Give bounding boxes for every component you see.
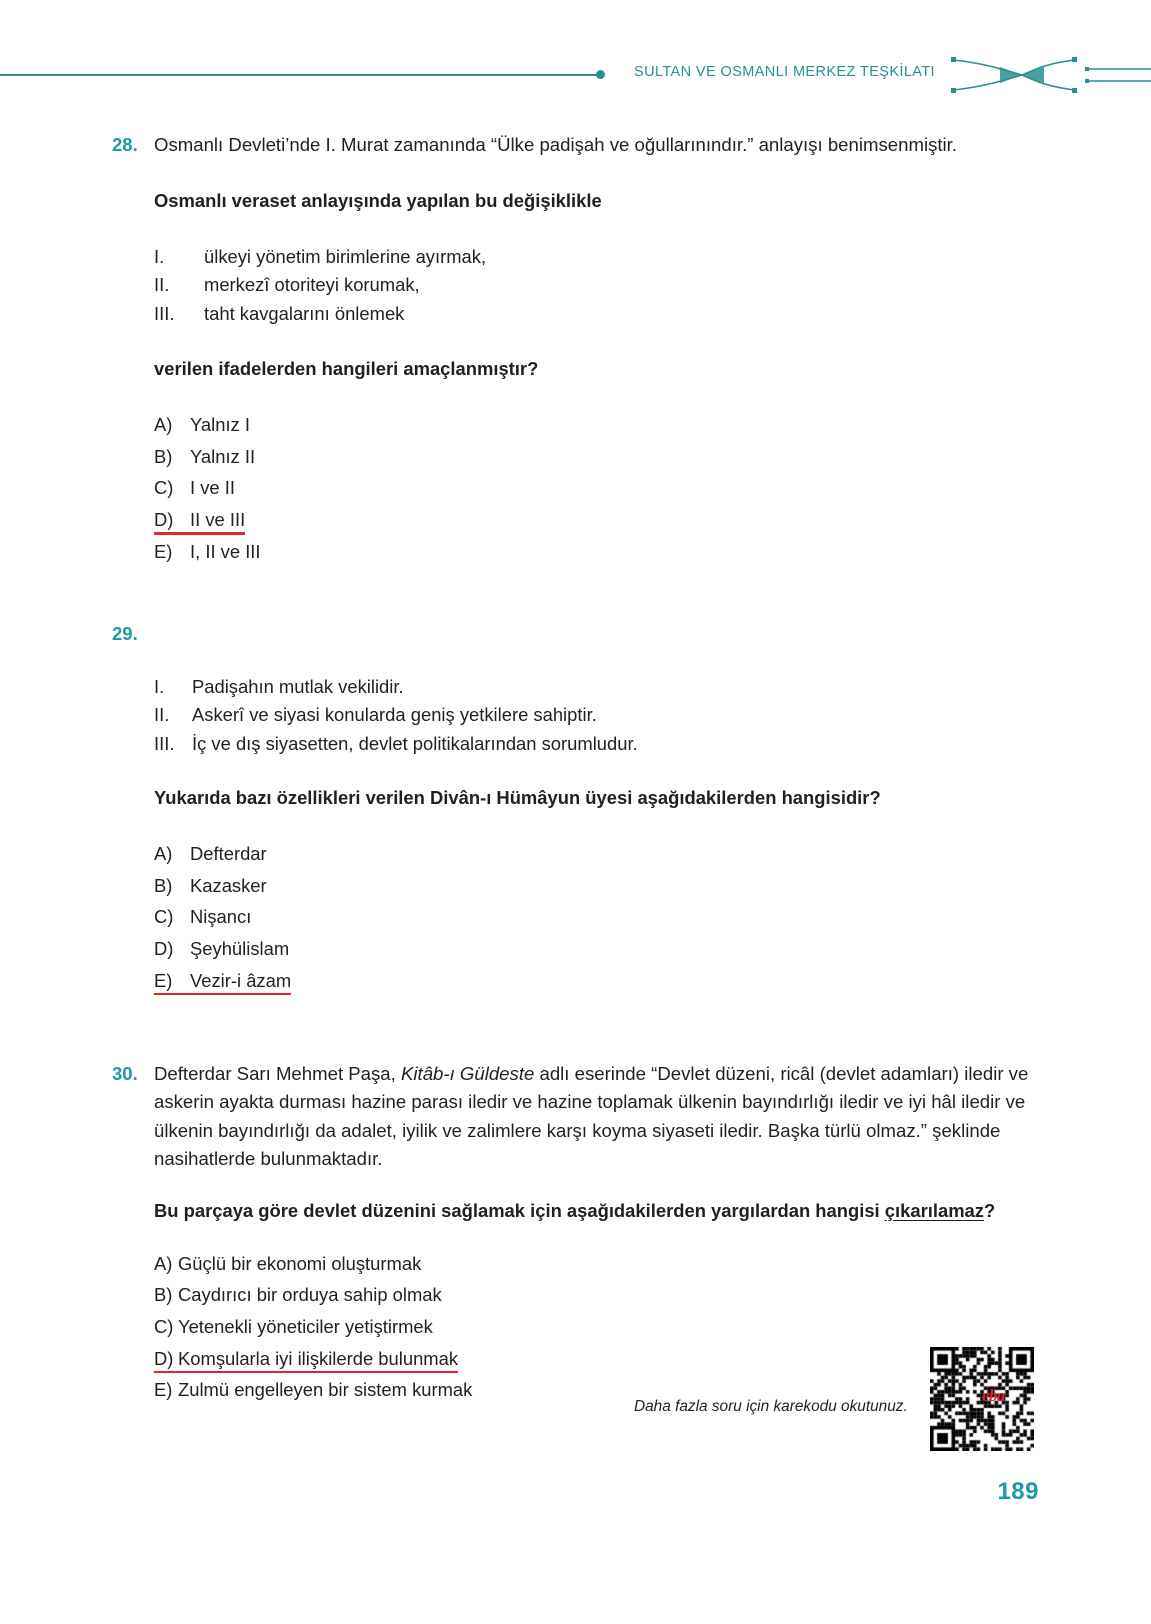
question-28-header xyxy=(112,131,1042,159)
option-c-text: Yetenekli yöneticiler yetiştirmek xyxy=(178,1315,433,1337)
option-e-text: I, II ve III xyxy=(190,540,261,562)
option-d-text: Şeyhülislam xyxy=(190,937,290,959)
option-b-text: Kazasker xyxy=(190,874,267,896)
roman-item-label: III. xyxy=(154,302,175,324)
question-30-stem-title: Kitâb-ı Güldeste xyxy=(401,1063,535,1084)
question-30 xyxy=(112,1060,1042,1406)
question-28 xyxy=(112,131,1042,567)
running-head-title: SULTAN VE OSMANLI MERKEZ TEŞKİLATI xyxy=(634,64,935,80)
question-28-roman-list xyxy=(154,243,1042,329)
question-29-header xyxy=(112,620,1042,648)
option-c[interactable] xyxy=(154,901,251,933)
question-30-prompt-tail: ? xyxy=(983,1200,996,1221)
option-c-letter: C) xyxy=(154,906,174,928)
roman-item xyxy=(154,730,1042,759)
option-c[interactable] xyxy=(154,1311,433,1343)
roman-item xyxy=(154,271,1042,300)
option-d[interactable] xyxy=(154,1343,458,1375)
roman-item-label: I. xyxy=(154,245,165,267)
option-a-letter: A) xyxy=(154,1252,173,1274)
option-d-text: Komşularla iyi ilişkilerde bulunmak xyxy=(178,1347,459,1369)
option-b-letter: B) xyxy=(154,874,173,896)
roman-item-text: merkezî otoriteyi korumak, xyxy=(204,274,420,296)
option-a-text: Güçlü bir ekonomi oluşturmak xyxy=(178,1252,422,1274)
question-28-body xyxy=(154,187,1042,567)
question-30-prompt-line1: Bu parçaya göre devlet düzenini sağlamak için aşağıdakilerden yargılardan hangisi xyxy=(154,1200,880,1221)
question-30-body xyxy=(154,1197,1042,1406)
question-28-prompt-bottom: verilen ifadelerden hangileri amaçlanmıştır? xyxy=(154,358,539,380)
question-28-number: 28. xyxy=(112,134,138,155)
question-30-prompt-keyword: çıkarılamaz xyxy=(884,1200,984,1221)
option-a-text: Defterdar xyxy=(190,842,267,864)
option-d[interactable] xyxy=(154,504,245,536)
option-e[interactable] xyxy=(154,536,261,568)
question-30-number: 30. xyxy=(112,1063,138,1084)
header-rule xyxy=(0,74,600,76)
option-a[interactable] xyxy=(154,838,267,870)
option-c-text: Nişancı xyxy=(190,906,252,928)
option-e[interactable] xyxy=(154,1374,472,1406)
option-b[interactable] xyxy=(154,441,255,473)
question-30-header xyxy=(112,1060,1042,1173)
option-c[interactable] xyxy=(154,472,235,504)
eba-logo: eba xyxy=(982,1386,1006,1405)
option-d[interactable] xyxy=(154,933,289,965)
option-a[interactable] xyxy=(154,1248,421,1280)
roman-item-text: İç ve dış siyasetten, devlet politikalarından sorumludur. xyxy=(192,732,638,754)
question-29-roman-list xyxy=(154,673,1042,759)
question-29 xyxy=(112,620,1042,996)
question-28-prompt-top: Osmanlı veraset anlayışında yapılan bu değişiklikle xyxy=(154,190,602,212)
option-e[interactable] xyxy=(154,965,291,997)
question-29-body xyxy=(154,673,1042,996)
roman-item-label: II. xyxy=(154,704,170,726)
qr-instruction-text: Daha fazla soru için karekodu okutunuz. xyxy=(634,1398,908,1415)
roman-item xyxy=(154,701,1042,730)
option-b-letter: B) xyxy=(154,445,173,467)
option-b[interactable] xyxy=(154,870,267,902)
option-a-text: Yalnız I xyxy=(190,414,250,436)
roman-item-text: ülkeyi yönetim birimlerine ayırmak, xyxy=(204,245,487,267)
qr-code-icon[interactable] xyxy=(930,1347,1034,1451)
bowtie-flourish-icon xyxy=(948,52,1151,98)
question-29-options xyxy=(154,838,1042,996)
question-30-stem-part2: adlı eserinde “Devlet düzeni, ricâl (devlet adamları) iledir ve askerin ayakta durması hazine parası iledir ve hazine toplamak ülkenin bayındırlığı iledir ve iyi hâl iledir ve ülkenin bayındırlığı da adalet, iyilik ve zalimlere karşı koyma siyaseti iledir. Başka türlü olmaz.” şeklinde nasihatlerde bulunmaktadır. xyxy=(154,1063,1029,1169)
roman-item xyxy=(154,300,1042,329)
question-30-stem-part1: Defterdar Sarı Mehmet Paşa, xyxy=(154,1063,401,1084)
option-e-text: Zulmü engelleyen bir sistem kurmak xyxy=(178,1379,473,1401)
option-c-text: I ve II xyxy=(190,477,235,499)
option-e-letter: E) xyxy=(154,969,173,991)
roman-item xyxy=(154,673,1042,702)
page-number: 189 xyxy=(997,1478,1039,1505)
question-29-number: 29. xyxy=(112,623,138,644)
option-e-letter: E) xyxy=(154,1379,173,1401)
roman-item-text: Askerî ve siyasi konularda geniş yetkilere sahiptir. xyxy=(192,704,597,726)
question-28-stem: Osmanlı Devleti’nde I. Murat zamanında “Ülke padişah ve oğullarınındır.” anlayışı benimsenmiştir. xyxy=(154,134,957,155)
option-d-letter: D) xyxy=(154,937,174,959)
question-30-prompt xyxy=(154,1197,1042,1225)
option-a-letter: A) xyxy=(154,414,173,436)
option-e-letter: E) xyxy=(154,540,173,562)
option-d-letter: D) xyxy=(154,508,174,530)
roman-item xyxy=(154,243,1042,272)
roman-item-label: II. xyxy=(154,274,170,296)
option-e-text: Vezir-i âzam xyxy=(190,969,292,991)
option-c-letter: C) xyxy=(154,1315,174,1337)
question-30-stem xyxy=(154,1060,1042,1173)
option-b-text: Caydırıcı bir orduya sahip olmak xyxy=(178,1284,442,1306)
option-a[interactable] xyxy=(154,409,250,441)
option-a-letter: A) xyxy=(154,842,173,864)
option-b[interactable] xyxy=(154,1279,442,1311)
question-29-prompt: Yukarıda bazı özellikleri verilen Divân-ı Hümâyun üyesi aşağıdakilerden hangisidir? xyxy=(154,787,881,809)
roman-item-text: taht kavgalarını önlemek xyxy=(204,302,405,324)
question-28-options xyxy=(154,409,1042,567)
header-dot-icon xyxy=(596,70,605,79)
page-header xyxy=(0,0,1151,110)
option-b-letter: B) xyxy=(154,1284,173,1306)
option-b-text: Yalnız II xyxy=(190,445,256,467)
roman-item-text: Padişahın mutlak vekilidir. xyxy=(192,675,404,697)
roman-item-label: III. xyxy=(154,732,175,754)
option-d-text: II ve III xyxy=(190,508,246,530)
option-c-letter: C) xyxy=(154,477,174,499)
option-d-letter: D) xyxy=(154,1347,174,1369)
question-30-options xyxy=(154,1248,1042,1406)
roman-item-label: I. xyxy=(154,675,165,697)
